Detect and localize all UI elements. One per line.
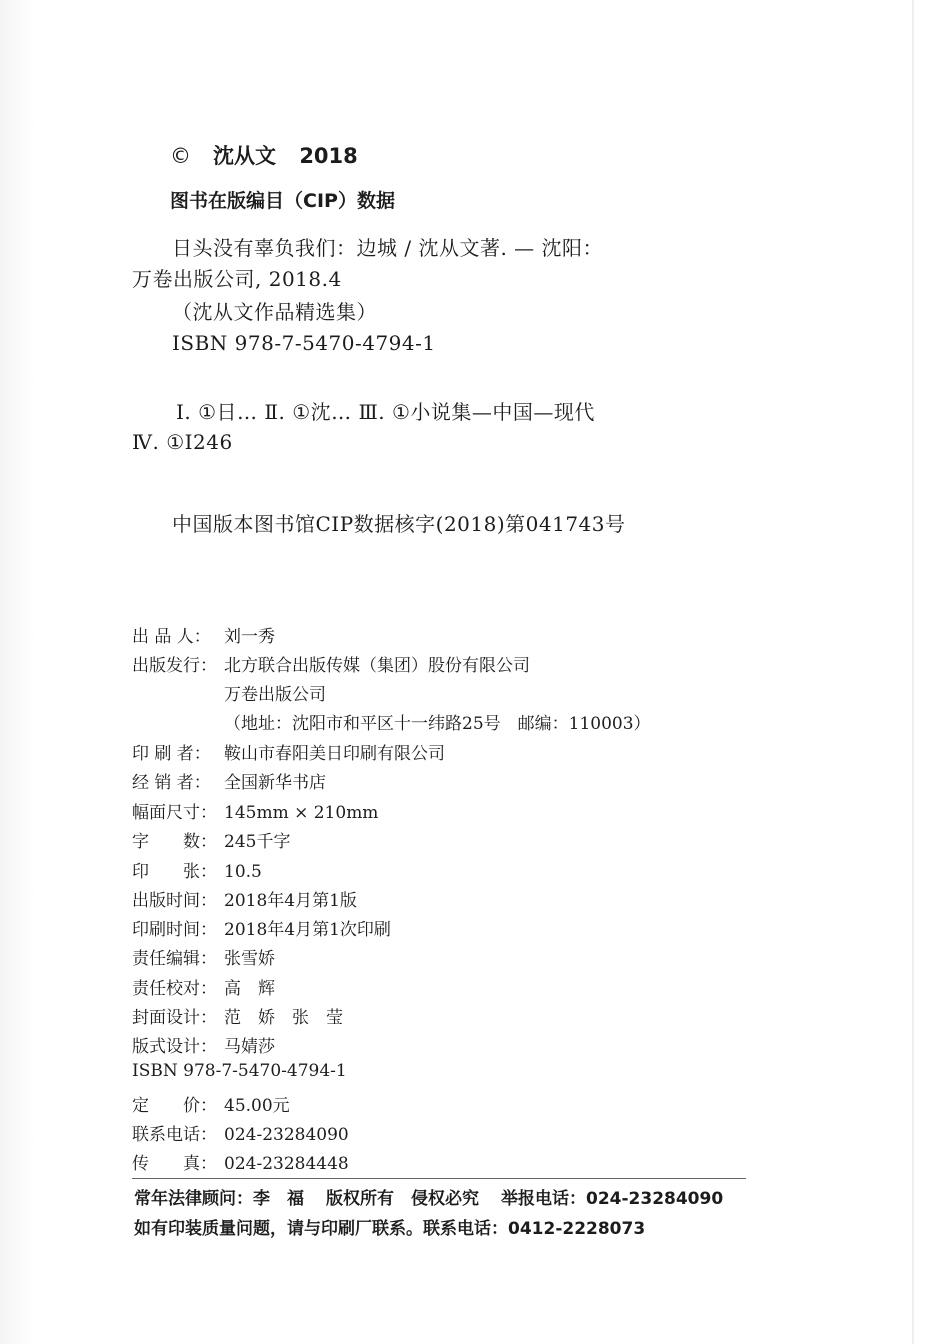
info-value: 鞍山市春阳美日印刷有限公司	[224, 744, 445, 764]
info-label: 版式设计：	[132, 1037, 217, 1057]
info-label: 封面设计：	[132, 1008, 217, 1028]
info-value: 45.00元	[224, 1096, 290, 1116]
info-value: （地址：沈阳市和平区十一纬路25号 邮编：110003）	[224, 714, 651, 734]
info-row	[132, 768, 326, 793]
divider-rule	[132, 1178, 746, 1179]
copyright-author: 沈从文	[213, 144, 276, 168]
info-row	[132, 798, 378, 823]
info-row	[132, 709, 651, 734]
info-row	[132, 857, 262, 882]
footer-legal-line	[134, 1184, 723, 1209]
info-row	[132, 680, 326, 705]
report-phone: 举报电话：024-23284090	[501, 1189, 724, 1209]
info-label: 出版发行：	[132, 656, 217, 676]
info-value: 024-23284448	[224, 1154, 349, 1174]
info-label: 联系电话：	[132, 1125, 217, 1145]
info-value: 高 辉	[224, 979, 275, 999]
info-row	[132, 827, 290, 852]
info-label: 印 张：	[132, 862, 217, 882]
info-value: 2018年4月第1版	[224, 891, 357, 911]
cip-line-2: 万卷出版公司, 2018.4	[132, 267, 342, 291]
info-value: 10.5	[224, 862, 262, 882]
info-label: 幅面尺寸：	[132, 803, 217, 823]
cip-record-number: 中国版本图书馆CIP数据核字(2018)第041743号	[172, 512, 626, 536]
info-value: 马婧莎	[224, 1037, 275, 1057]
copyright-year: 2018	[299, 144, 358, 168]
info-label: 印 刷 者：	[132, 744, 211, 764]
info-label: 定 价：	[132, 1096, 217, 1116]
info-value: 145mm × 210mm	[224, 803, 379, 823]
classification-line-1: Ⅰ. ①日… Ⅱ. ①沈… Ⅲ. ①小说集—中国—现代	[176, 400, 595, 424]
cip-title: 图书在版编目（CIP）数据	[170, 190, 395, 212]
info-row	[132, 1003, 343, 1028]
info-label: 责任校对：	[132, 979, 217, 999]
cip-series: （沈从文作品精选集）	[172, 300, 377, 324]
info-row	[132, 1032, 275, 1057]
info-label: 经 销 者：	[132, 773, 211, 793]
info-row	[132, 1091, 290, 1116]
info-row	[132, 1120, 349, 1145]
info-row-isbn	[132, 1061, 347, 1081]
page-gutter-shadow	[0, 0, 36, 1344]
info-row	[132, 974, 275, 999]
info-value: 刘一秀	[224, 627, 275, 647]
info-value: 北方联合出版传媒（集团）股份有限公司	[224, 656, 530, 676]
info-label: 出版时间：	[132, 891, 217, 911]
info-label: 传 真：	[132, 1154, 217, 1174]
info-value: ISBN 978-7-5470-4794-1	[132, 1061, 347, 1081]
info-value: 范 娇 张 莹	[224, 1008, 343, 1028]
rights-notice: 版权所有 侵权必究	[326, 1189, 479, 1209]
legal-advisor: 常年法律顾问：李 福	[134, 1189, 304, 1209]
info-row	[132, 739, 445, 764]
info-label: 字 数：	[132, 832, 217, 852]
footer-quality-notice: 如有印装质量问题，请与印刷厂联系。联系电话：0412-2228073	[134, 1219, 646, 1239]
info-row	[132, 622, 275, 647]
info-row	[132, 651, 530, 676]
info-label: 责任编辑：	[132, 949, 217, 969]
page-edge-line	[912, 0, 914, 1344]
info-value: 万卷出版公司	[224, 685, 326, 705]
info-value: 245千字	[224, 832, 291, 852]
info-label: 出 品 人：	[132, 627, 211, 647]
info-value: 2018年4月第1次印刷	[224, 920, 391, 940]
cip-isbn: ISBN 978-7-5470-4794-1	[172, 331, 436, 355]
info-value: 张雪娇	[224, 949, 275, 969]
info-value: 024-23284090	[224, 1125, 349, 1145]
info-row	[132, 944, 275, 969]
info-row	[132, 915, 391, 940]
info-label: 印刷时间：	[132, 920, 217, 940]
info-value: 全国新华书店	[224, 773, 326, 793]
classification-line-2: Ⅳ. ①I246	[132, 430, 233, 454]
info-row	[132, 1149, 349, 1174]
copyright-line	[170, 140, 358, 170]
info-row	[132, 886, 357, 911]
cip-line-1: 日头没有辜负我们：边城 / 沈从文著. — 沈阳：	[172, 236, 604, 260]
copyright-symbol: ©	[170, 144, 191, 168]
